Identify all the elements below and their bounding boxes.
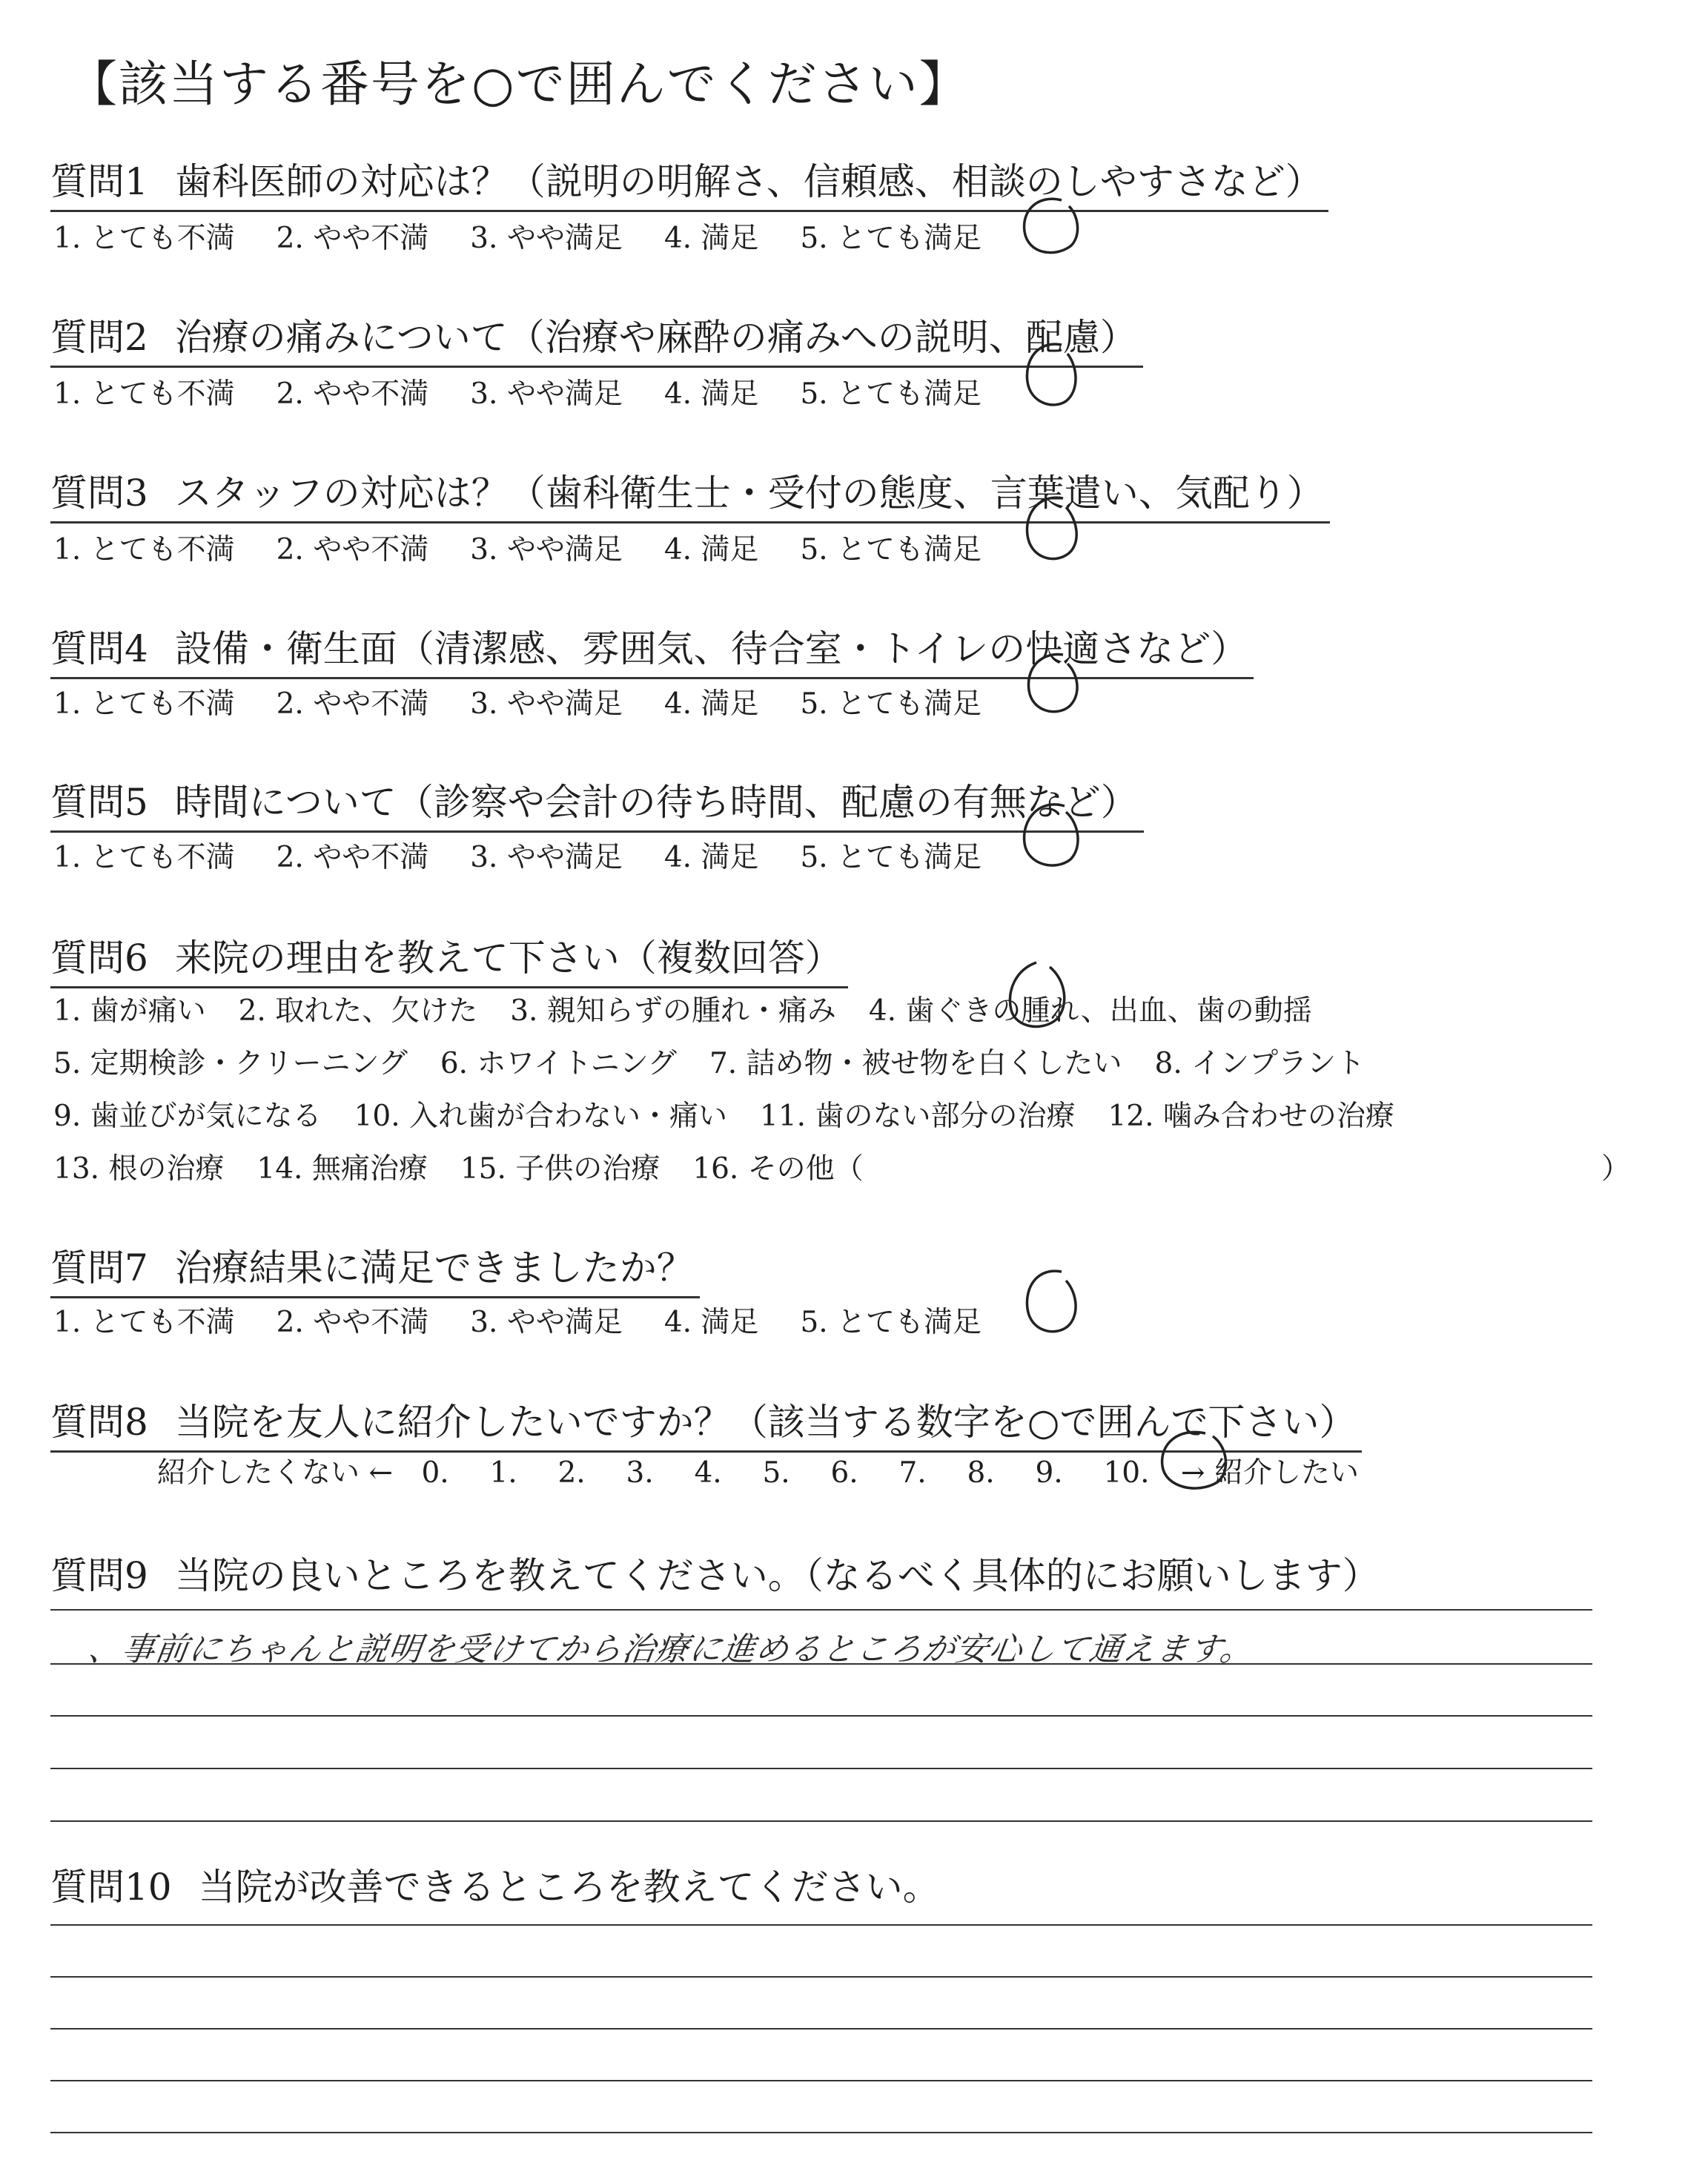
scale-value[interactable]: 7.	[898, 1456, 927, 1490]
option-4[interactable]: 4. 満足	[663, 687, 759, 721]
q4-options[interactable]	[53, 681, 1023, 722]
reason-option[interactable]: 6. ホワイトニング	[440, 1047, 677, 1080]
question-10	[50, 1857, 946, 1915]
option-1[interactable]: 1. とても不満	[53, 533, 235, 567]
question-number: 質問2	[50, 316, 148, 359]
option-3[interactable]: 3. やや満足	[470, 377, 623, 411]
q5-options[interactable]	[53, 834, 1023, 876]
reason-option[interactable]: 13. 根の治療	[53, 1152, 225, 1186]
q6-options-row-1[interactable]	[53, 988, 1345, 1029]
question-text: 治療の痛みについて（治療や麻酔の痛みへの説明、配慮）	[174, 316, 1137, 359]
option-1[interactable]: 1. とても不満	[53, 377, 235, 411]
option-4[interactable]: 4. 満足	[663, 222, 759, 255]
scale-value[interactable]: 2.	[557, 1456, 586, 1490]
question-number: 質問10	[50, 1866, 172, 1909]
question-7	[50, 1238, 700, 1298]
answer-line	[50, 1820, 1592, 1822]
q7-options[interactable]	[53, 1299, 1023, 1341]
option-2[interactable]: 2. やや不満	[276, 533, 429, 567]
question-text: 当院の良いところを教えてください。（なるべく具体的にお願いします）	[174, 1554, 1380, 1597]
question-text: 治療結果に満足できましたか？	[174, 1246, 694, 1289]
reason-option[interactable]: 12. 噛み合わせの治療	[1108, 1100, 1394, 1133]
question-text: 当院が改善できるところを教えてください。	[198, 1866, 940, 1909]
scale-value[interactable]: 10.	[1103, 1456, 1150, 1490]
other-close-paren: ）	[1601, 1152, 1631, 1186]
reason-option[interactable]: 9. 歯並びが気になる	[53, 1100, 322, 1133]
reason-option[interactable]: 8. インプラント	[1154, 1047, 1366, 1080]
scale-left-label: 紹介したくない ←	[157, 1456, 394, 1490]
answer-line	[50, 2132, 1592, 2133]
option-3[interactable]: 3. やや満足	[470, 687, 623, 721]
question-9	[50, 1546, 1386, 1604]
option-1[interactable]: 1. とても不満	[53, 841, 235, 874]
question-number: 質問7	[50, 1246, 148, 1289]
reason-option[interactable]: 4. 歯ぐきの腫れ、出血、歯の動揺	[868, 994, 1312, 1028]
hand-drawn-circle-mark	[1019, 491, 1085, 572]
hand-drawn-circle-mark	[1019, 1264, 1085, 1346]
answer-line	[50, 1609, 1592, 1611]
question-number: 質問9	[50, 1554, 148, 1597]
question-text: 時間について（診察や会計の待ち時間、配慮の有無など）	[174, 781, 1138, 824]
question-text: スタッフの対応は？（歯科衛生士・受付の態度、言葉遣い、気配り）	[174, 472, 1324, 515]
question-number: 質問4	[50, 627, 148, 670]
hand-drawn-circle-mark	[1019, 337, 1085, 419]
answer-line	[50, 1924, 1592, 1926]
question-1	[50, 152, 1328, 212]
question-text: 当院を友人に紹介したいですか？（該当する数字を○で囲んで下さい）	[174, 1401, 1357, 1444]
option-4[interactable]: 4. 満足	[663, 1306, 759, 1339]
option-2[interactable]: 2. やや不満	[276, 687, 429, 721]
reason-option[interactable]: 15. 子供の治療	[460, 1152, 661, 1186]
question-text: 来院の理由を教えて下さい（複数回答）	[174, 937, 842, 980]
hand-drawn-circle-mark	[1001, 957, 1075, 1038]
hand-drawn-circle-mark	[1017, 194, 1084, 261]
scale-value[interactable]: 0.	[421, 1456, 449, 1490]
scale-value[interactable]: 4.	[694, 1456, 722, 1490]
question-number: 質問6	[50, 937, 148, 980]
option-3[interactable]: 3. やや満足	[470, 533, 623, 567]
hand-drawn-circle-mark	[1020, 649, 1087, 723]
answer-line	[50, 1768, 1592, 1769]
reason-option[interactable]: 1. 歯が痛い	[53, 994, 206, 1028]
question-5	[50, 773, 1144, 833]
question-6	[50, 928, 848, 988]
other-option[interactable]: 16. その他（	[692, 1152, 864, 1186]
question-2	[50, 308, 1143, 368]
q3-options[interactable]	[53, 526, 1023, 568]
option-1[interactable]: 1. とても不満	[53, 687, 235, 721]
answer-line	[50, 2028, 1592, 2029]
question-number: 質問1	[50, 160, 148, 203]
question-3	[50, 463, 1330, 524]
answer-line	[50, 1976, 1592, 1978]
reason-option[interactable]: 5. 定期検診・クリーニング	[53, 1047, 408, 1080]
q1-options[interactable]	[53, 215, 1023, 257]
option-3[interactable]: 3. やや満足	[470, 222, 623, 255]
question-text: 歯科医師の対応は？（説明の明解さ、信頼感、相談のしやすさなど）	[174, 160, 1323, 203]
option-5[interactable]: 5. とても満足	[800, 533, 982, 567]
option-3[interactable]: 3. やや満足	[470, 841, 623, 874]
scale-value[interactable]: 6.	[830, 1456, 858, 1490]
option-5[interactable]: 5. とても満足	[800, 841, 982, 874]
question-number: 質問8	[50, 1401, 148, 1444]
scale-value[interactable]: 5.	[762, 1456, 790, 1490]
question-number: 質問5	[50, 781, 148, 824]
option-2[interactable]: 2. やや不満	[276, 377, 429, 411]
option-5[interactable]: 5. とても満足	[800, 377, 982, 411]
reason-option[interactable]: 11. 歯のない部分の治療	[760, 1100, 1076, 1133]
option-4[interactable]: 4. 満足	[663, 841, 759, 874]
q2-options[interactable]	[53, 371, 1023, 412]
scale-value[interactable]: 1.	[489, 1456, 517, 1490]
option-3[interactable]: 3. やや満足	[470, 1306, 623, 1339]
option-1[interactable]: 1. とても不満	[53, 222, 235, 255]
q6-options-row-4[interactable]	[53, 1146, 896, 1187]
page-title: 【該当する番号を○で囲んでください】	[68, 56, 970, 113]
option-4[interactable]: 4. 満足	[663, 533, 759, 567]
reason-option[interactable]: 2. 取れた、欠けた	[238, 994, 478, 1028]
option-1[interactable]: 1. とても不満	[53, 1306, 235, 1339]
scale-value[interactable]: 8.	[967, 1456, 995, 1490]
option-5[interactable]: 5. とても満足	[800, 222, 982, 255]
option-5[interactable]: 5. とても満足	[800, 687, 982, 721]
question-text: 設備・衛生面（清潔感、雰囲気、待合室・トイレの快適さなど）	[174, 627, 1248, 670]
answer-line	[50, 2080, 1592, 2081]
hand-drawn-circle-mark	[1016, 797, 1090, 879]
question-number: 質問3	[50, 472, 148, 515]
handwritten-answer[interactable]: 、事前にちゃんと説明を受けてから治療に進めるところが安心して通えます。	[85, 1631, 1257, 1668]
option-2[interactable]: 2. やや不満	[276, 1306, 429, 1339]
option-2[interactable]: 2. やや不満	[276, 222, 429, 255]
q6-options-row-2[interactable]	[53, 1040, 1397, 1082]
reason-option[interactable]: 14. 無痛治療	[256, 1152, 428, 1186]
q6-options-row-3[interactable]	[53, 1093, 1427, 1135]
scale-value[interactable]: 9.	[1035, 1456, 1063, 1490]
option-4[interactable]: 4. 満足	[663, 377, 759, 411]
reason-option[interactable]: 10. 入れ歯が合わない・痛い	[354, 1100, 728, 1133]
option-5[interactable]: 5. とても満足	[800, 1306, 982, 1339]
reason-option[interactable]: 3. 親知らずの腫れ・痛み	[510, 994, 836, 1028]
reason-option[interactable]: 7. 詰め物・被せ物を白くしたい	[709, 1047, 1122, 1080]
scale-right-label: → 紹介したい	[1180, 1456, 1359, 1490]
answer-line	[50, 1663, 1592, 1665]
hand-drawn-circle-mark	[1153, 1427, 1235, 1502]
answer-line	[50, 1715, 1592, 1717]
option-2[interactable]: 2. やや不満	[276, 841, 429, 874]
scale-value[interactable]: 3.	[626, 1456, 654, 1490]
